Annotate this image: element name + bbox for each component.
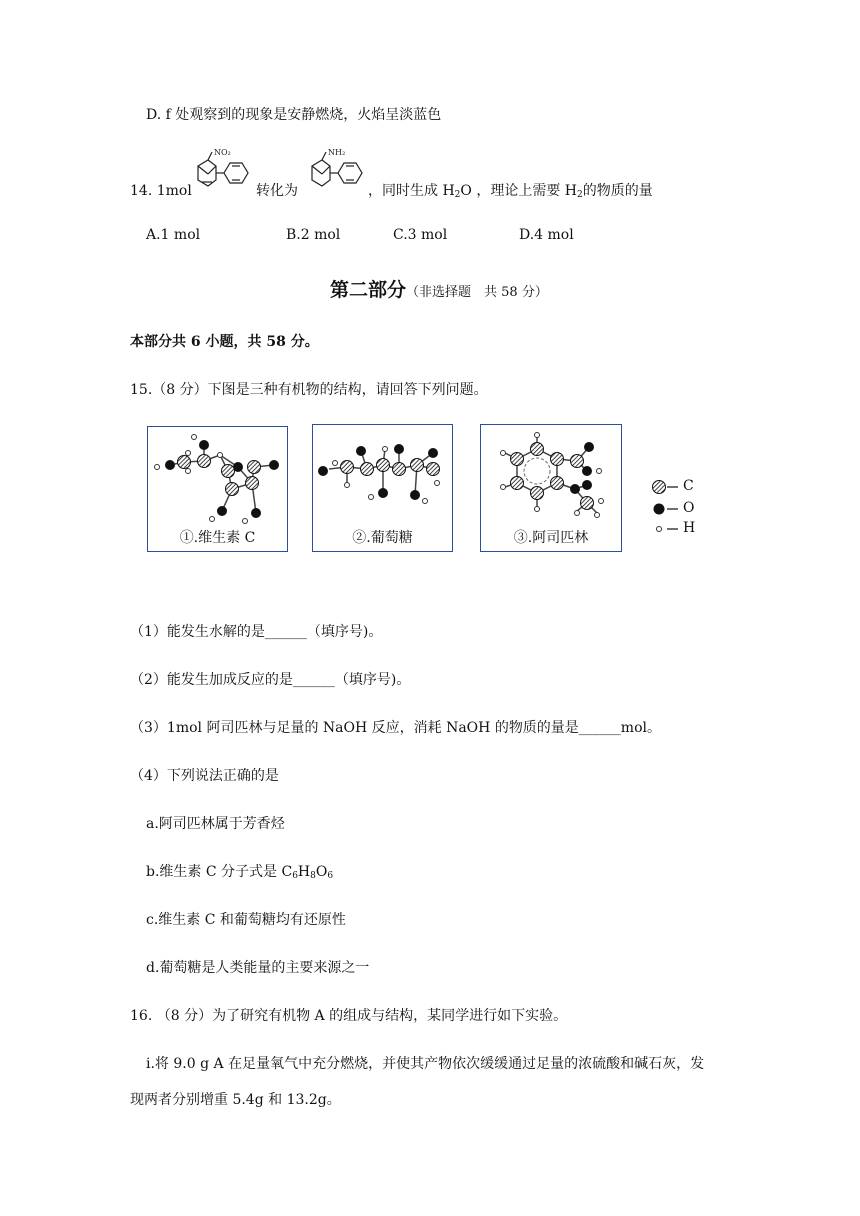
structure-label-vitamin-c: ①.维生素 C bbox=[179, 530, 256, 546]
part2-heading bbox=[330, 277, 548, 306]
q15-sub-1: （1）能发生水解的是______（填序号)。 bbox=[130, 624, 383, 640]
q15-sub-3: （3）1mol 阿司匹林与足量的 NaOH 反应，消耗 NaOH 的物质的量是______mol。 bbox=[130, 720, 661, 736]
q14-option-b: B.2 mol bbox=[286, 227, 341, 243]
amine-compound-structure bbox=[298, 146, 368, 196]
structure-box-vitamin-c bbox=[147, 426, 288, 552]
q14-option-d: D.4 mol bbox=[519, 227, 574, 243]
q14-suffix: ，同时生成 $H_2O$ ，理论上需要 $H_2$的物质的量 bbox=[368, 183, 653, 200]
vitamin-c-model bbox=[148, 427, 287, 527]
amine-group-label: NH₂ bbox=[328, 148, 346, 157]
aspirin-model bbox=[481, 425, 621, 525]
structure-label-aspirin: ③.阿司匹林 bbox=[513, 530, 589, 546]
q14-option-c: C.3 mol bbox=[393, 227, 448, 243]
q14-option-a: A.1 mol bbox=[146, 227, 201, 243]
structure-box-glucose bbox=[312, 424, 453, 552]
legend-hydrogen: H bbox=[683, 520, 696, 536]
part2-title: 第二部分 bbox=[330, 279, 407, 301]
legend-carbon: C bbox=[683, 478, 694, 494]
glucose-model bbox=[313, 425, 452, 525]
q15-choice-b: b.维生素 C 分子式是 $C_6H_8O_6$ bbox=[146, 864, 334, 881]
q14-middle: 转化为 bbox=[256, 183, 298, 199]
nitro-compound-structure bbox=[184, 146, 254, 196]
q15-stem: 15.（8 分）下图是三种有机物的结构，请回答下列问题。 bbox=[130, 382, 488, 398]
nitro-group-label: NO₂ bbox=[214, 148, 231, 157]
q15-choice-d: d.葡萄糖是人类能量的主要来源之一 bbox=[146, 960, 370, 976]
q13-option-d: D. f 处观察到的现象是安静燃烧，火焰呈淡蓝色 bbox=[146, 107, 442, 123]
atom-legend bbox=[650, 478, 710, 540]
q16-step-i-line1: i.将 9.0 g A 在足量氧气中充分燃烧，并使其产物依次缓缓通过足量的浓硫酸和碱石灰，发 bbox=[146, 1056, 705, 1072]
q14-prefix: 14. 1mol bbox=[130, 183, 192, 199]
structure-label-glucose: ②.葡萄糖 bbox=[352, 530, 413, 546]
part2-subtitle: （非选择题 共 58 分） bbox=[406, 285, 548, 300]
q15-choice-c: c.维生素 C 和葡萄糖均有还原性 bbox=[146, 912, 346, 928]
q15-choice-a: a.阿司匹林属于芳香烃 bbox=[146, 816, 285, 832]
q16-step-i-line2: 现两者分别增重 5.4g 和 13.2g。 bbox=[130, 1092, 341, 1108]
part2-note: 本部分共 6 小题，共 58 分。 bbox=[130, 334, 319, 350]
legend-oxygen: O bbox=[683, 500, 695, 516]
legend-symbols bbox=[650, 478, 710, 540]
structure-box-aspirin bbox=[480, 424, 622, 552]
q15-sub-4: （4）下列说法正确的是 bbox=[130, 768, 279, 784]
q16-stem: 16. （8 分）为了研究有机物 A 的组成与结构，某同学进行如下实验。 bbox=[130, 1008, 568, 1024]
q15-sub-2: （2）能发生加成反应的是______（填序号)。 bbox=[130, 672, 411, 688]
